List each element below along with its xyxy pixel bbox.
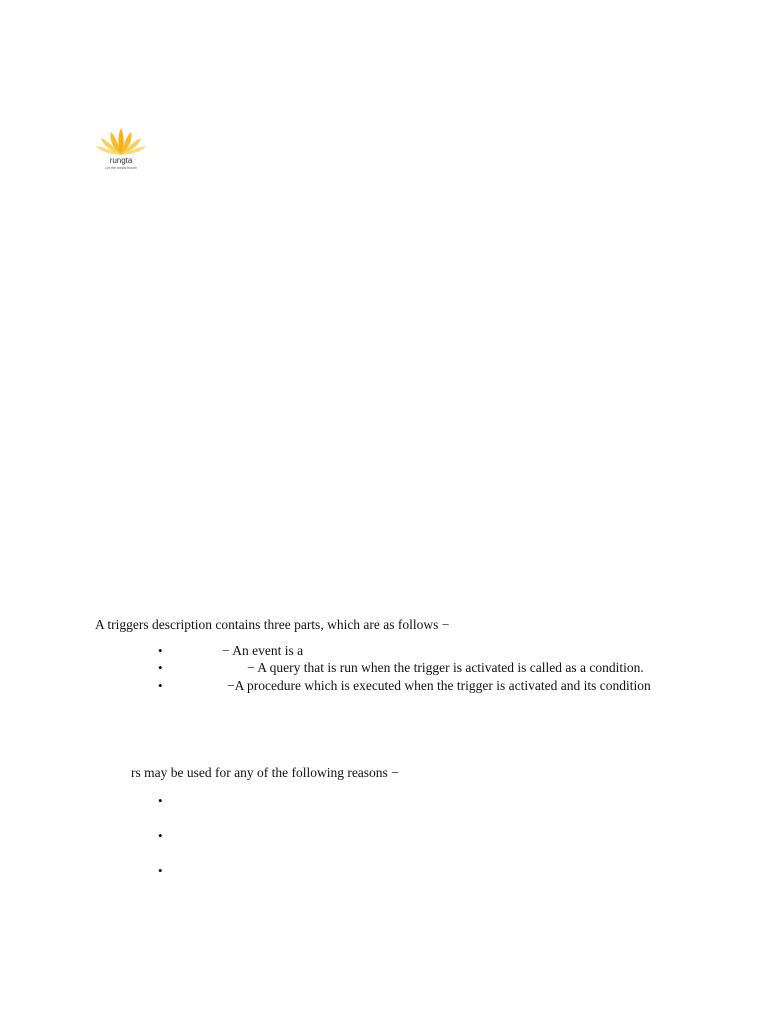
bullet-icon: • [158,793,163,808]
list-item-text: −A procedure which is executed when the trigger is activated and its condition [227,678,651,693]
bullet-icon: • [158,863,163,878]
logo-tagline: Let the minds bloom [105,166,137,170]
lotus-icon [94,126,148,158]
reasons-intro-text: rs may be used for any of the following reasons − [131,765,399,780]
rungta-logo [94,126,148,176]
list-item-text: − An event is a [222,643,304,658]
logo-wordmark: rungta [109,156,133,165]
triggers-intro-text: A triggers description contains three parts, which are as follows − [95,617,450,632]
bullet-icon: • [158,660,163,675]
bullet-icon: • [158,678,163,693]
bullet-icon: • [158,828,163,843]
list-item-text: − A query that is run when the trigger is activated is called as a condition. [247,660,644,675]
bullet-icon: • [158,643,163,658]
